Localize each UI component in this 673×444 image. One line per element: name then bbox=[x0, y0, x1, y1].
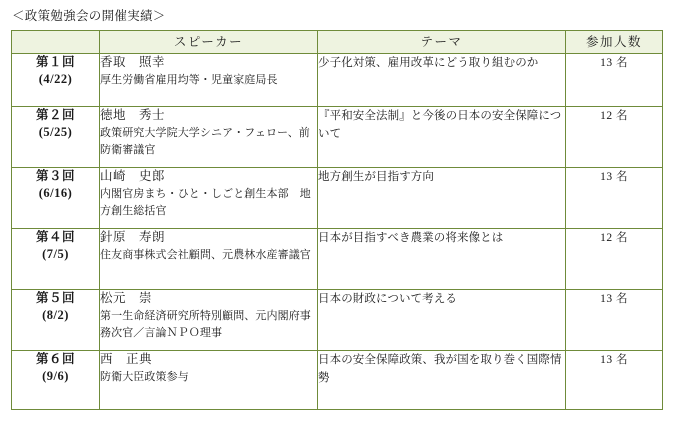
cell-theme: 日本が目指すべき農業の将来像とは bbox=[318, 229, 566, 290]
column-header-speaker: スピーカー bbox=[100, 31, 318, 54]
column-header-theme: テーマ bbox=[318, 31, 566, 54]
table-header bbox=[12, 31, 663, 54]
cell-count: 12 名 bbox=[566, 107, 663, 168]
cell-round bbox=[12, 107, 100, 168]
cell-theme: 日本の財政について考える bbox=[318, 290, 566, 351]
cell-round bbox=[12, 168, 100, 229]
speaker-name: 松元 崇 bbox=[100, 291, 153, 305]
cell-speaker bbox=[100, 351, 318, 410]
round-date: (5/25) bbox=[38, 125, 73, 139]
cell-round bbox=[12, 351, 100, 410]
cell-count: 13 名 bbox=[566, 54, 663, 107]
speaker-name: 山崎 史郎 bbox=[100, 169, 166, 183]
round-label: 第１回 bbox=[35, 55, 75, 69]
round-date: (4/22) bbox=[38, 72, 73, 86]
cell-speaker bbox=[100, 168, 318, 229]
round-label: 第２回 bbox=[35, 108, 75, 122]
cell-speaker bbox=[100, 54, 318, 107]
cell-theme: 少子化対策、雇用改革にどう取り組むのか bbox=[318, 54, 566, 107]
table-row bbox=[12, 229, 663, 290]
page-title: ＜政策勉強会の開催実績＞ bbox=[12, 9, 166, 23]
table-row bbox=[12, 168, 663, 229]
round-date: (7/5) bbox=[42, 247, 69, 261]
cell-speaker bbox=[100, 229, 318, 290]
round-label: 第５回 bbox=[35, 291, 75, 305]
cell-speaker bbox=[100, 290, 318, 351]
table-header-row bbox=[12, 31, 663, 54]
speaker-title: 政策研究大学院大学シニア・フェロー、前防衛審議官 bbox=[100, 127, 310, 156]
cell-count: 12 名 bbox=[566, 229, 663, 290]
cell-count: 13 名 bbox=[566, 351, 663, 410]
speaker-name: 徳地 秀士 bbox=[100, 108, 166, 122]
round-label: 第３回 bbox=[35, 169, 75, 183]
speaker-name: 香取 照幸 bbox=[100, 55, 166, 69]
cell-round bbox=[12, 290, 100, 351]
speaker-title: 内閣官房まち・ひと・しごと創生本部 地方創生総括官 bbox=[100, 188, 311, 217]
speaker-title: 防衛大臣政策参与 bbox=[100, 371, 189, 383]
speaker-name: 針原 寿朗 bbox=[100, 230, 166, 244]
speaker-name: 西 正典 bbox=[100, 352, 153, 366]
cell-theme: 『平和安全法制』と今後の日本の安全保障について bbox=[318, 107, 566, 168]
table-row bbox=[12, 54, 663, 107]
speaker-title: 住友商事株式会社顧問、元農林水産審議官 bbox=[100, 249, 311, 261]
round-date: (9/6) bbox=[42, 369, 69, 383]
column-header-round bbox=[12, 31, 100, 54]
cell-theme: 地方創生が目指す方向 bbox=[318, 168, 566, 229]
table-row bbox=[12, 351, 663, 410]
speaker-title: 厚生労働省雇用均等・児童家庭局長 bbox=[100, 74, 278, 86]
cell-count: 13 名 bbox=[566, 290, 663, 351]
study-session-table bbox=[11, 30, 663, 410]
cell-speaker bbox=[100, 107, 318, 168]
round-date: (6/16) bbox=[38, 186, 73, 200]
speaker-title: 第一生命経済研究所特別顧問、元内閣府事務次官／言論ＮＰＯ理事 bbox=[100, 310, 311, 339]
round-label: 第６回 bbox=[35, 352, 75, 366]
cell-round bbox=[12, 54, 100, 107]
table-body bbox=[12, 54, 663, 410]
round-date: (8/2) bbox=[42, 308, 69, 322]
cell-count: 13 名 bbox=[566, 168, 663, 229]
cell-round bbox=[12, 229, 100, 290]
table-row bbox=[12, 290, 663, 351]
cell-theme: 日本の安全保障政策、我が国を取り巻く国際情勢 bbox=[318, 351, 566, 410]
column-header-count: 参加人数 bbox=[566, 31, 663, 54]
table-row bbox=[12, 107, 663, 168]
round-label: 第４回 bbox=[35, 230, 75, 244]
